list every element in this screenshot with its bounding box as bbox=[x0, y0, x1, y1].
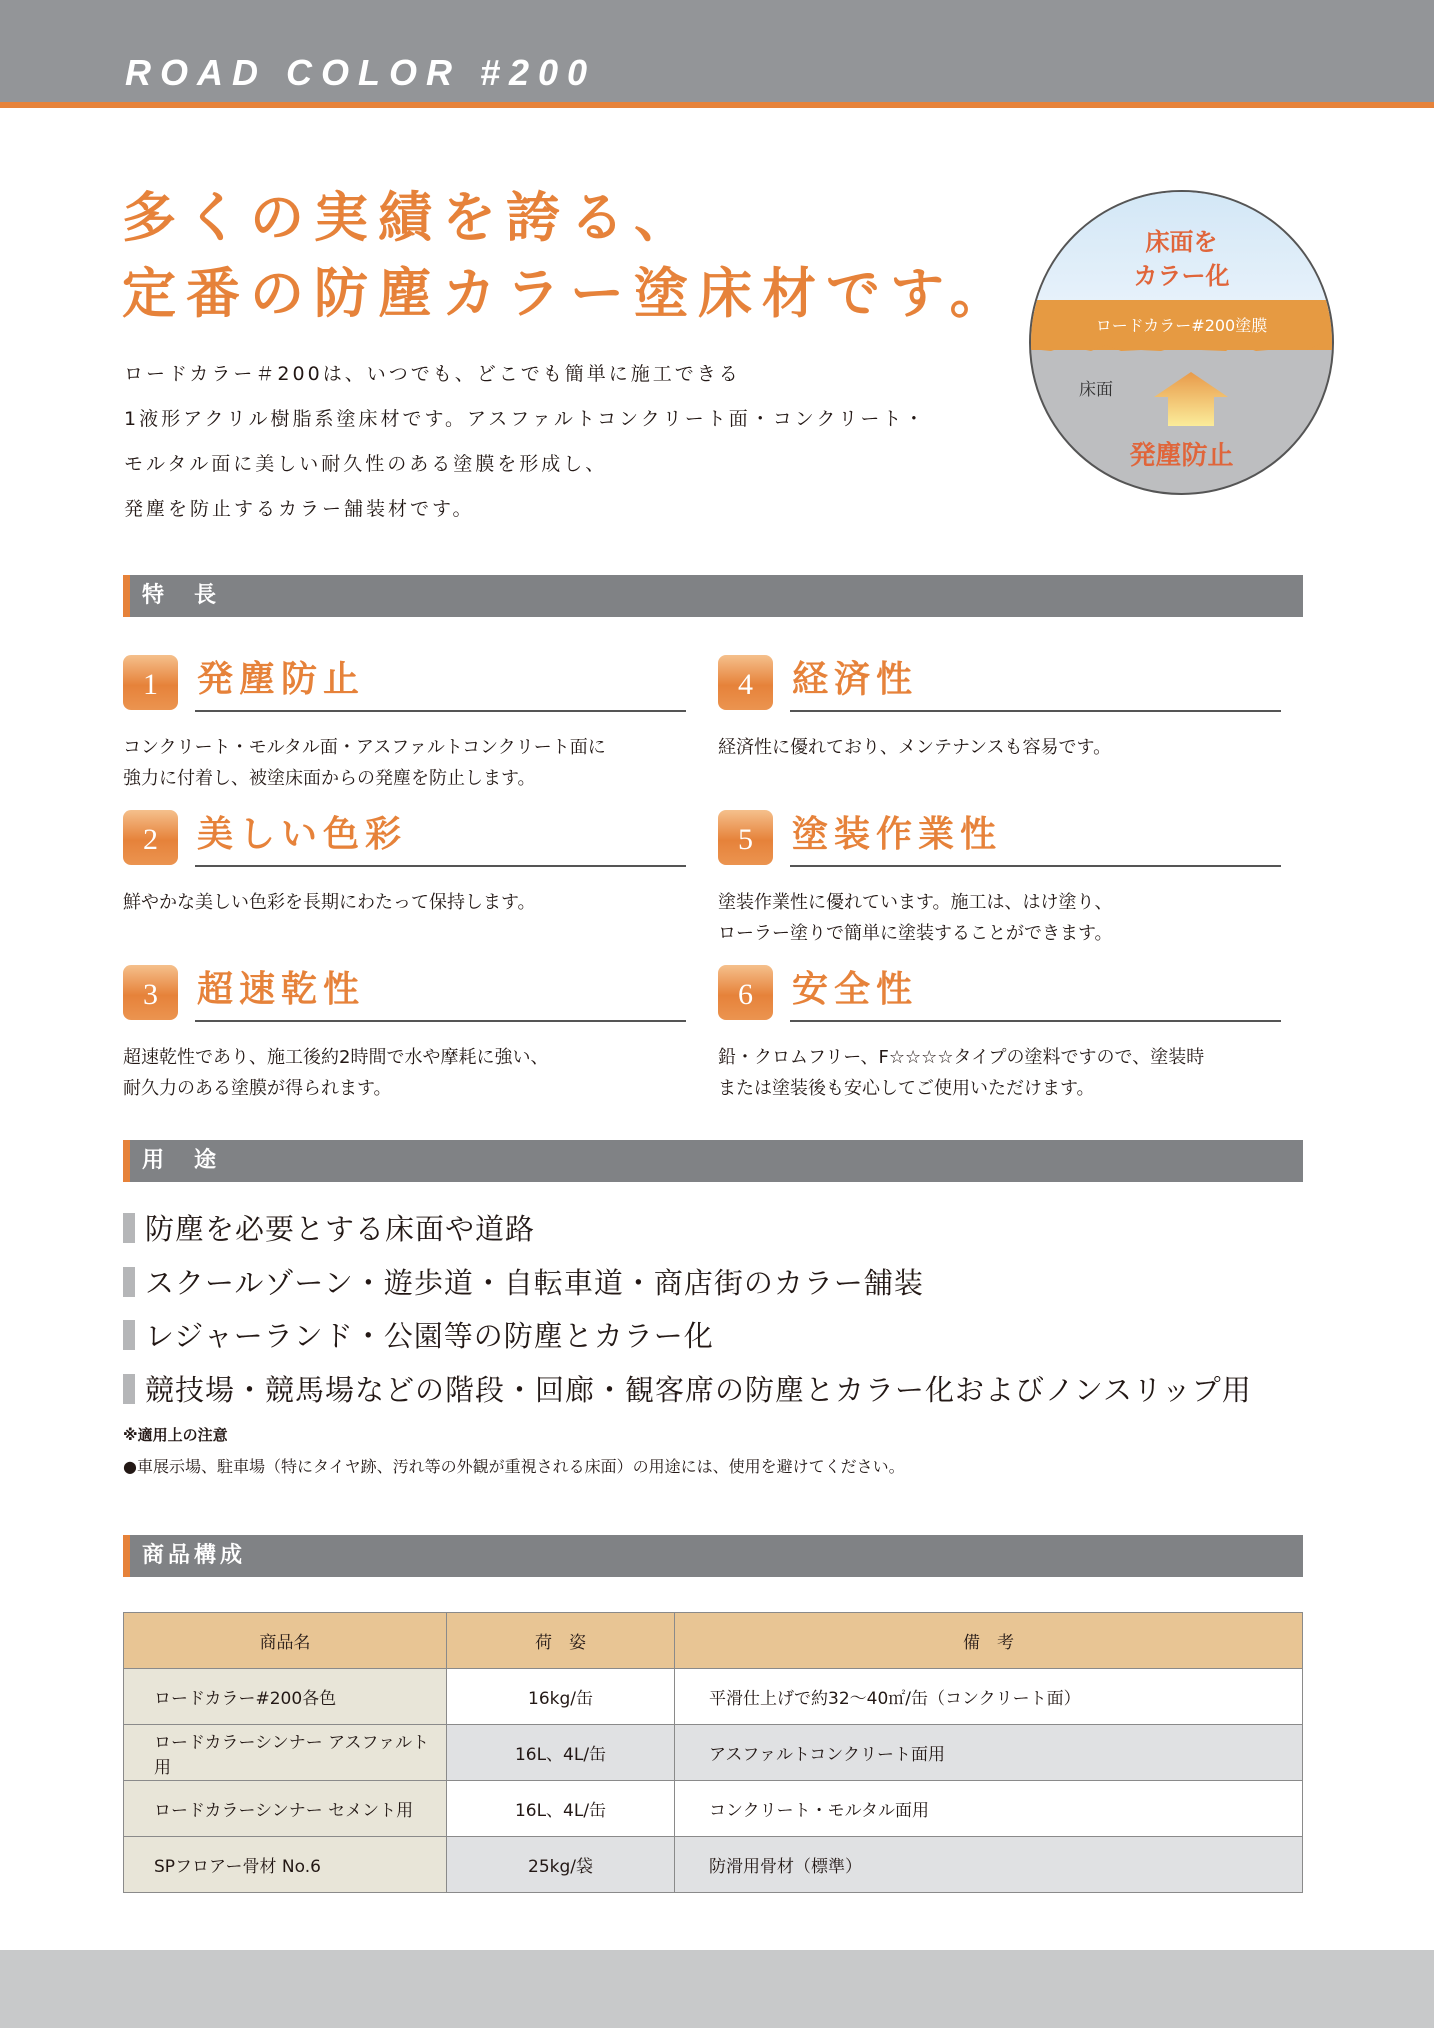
notes-title: ※適用上の注意 bbox=[123, 1426, 228, 1444]
intro-line: 1液形アクリル樹脂系塗床材です。アスファルトコンクリート面・コンクリート・ bbox=[124, 408, 927, 430]
feature-desc bbox=[123, 732, 606, 794]
cell-name: SPフロアー骨材 No.6 bbox=[124, 1837, 447, 1893]
cell-package: 25kg/袋 bbox=[447, 1837, 675, 1893]
column-header: 荷 姿 bbox=[447, 1613, 675, 1669]
cell-package: 16L、4L/缶 bbox=[447, 1781, 675, 1837]
table-row bbox=[124, 1725, 1303, 1781]
desc-line: 塗装作業性に優れています。施工は、はけ塗り、 bbox=[718, 892, 1113, 913]
desc-line: コンクリート・モルタル面・アスファルトコンクリート面に bbox=[123, 737, 606, 758]
feature-title: 安全性 bbox=[792, 969, 919, 1010]
intro-line: モルタル面に美しい耐久性のある塗膜を形成し、 bbox=[124, 453, 608, 475]
divider bbox=[195, 1020, 686, 1022]
headline-line: 定番の防塵カラー塗床材です。 bbox=[122, 262, 1014, 325]
cell-package: 16kg/缶 bbox=[447, 1669, 675, 1725]
feature-desc bbox=[718, 1042, 1204, 1104]
header-band bbox=[0, 0, 1434, 108]
desc-line: 鮮やかな美しい色彩を長期にわたって保持します。 bbox=[123, 892, 536, 913]
coating-diagram bbox=[1029, 190, 1334, 495]
footer-band bbox=[0, 1950, 1434, 2028]
arrow-up-icon bbox=[1154, 372, 1228, 426]
use-item: 競技場・競馬場などの階段・回廊・観客席の防塵とカラー化およびノンスリップ用 bbox=[123, 1368, 1252, 1409]
column-header: 商品名 bbox=[124, 1613, 447, 1669]
table-row bbox=[124, 1837, 1303, 1893]
section-products: 商品構成 bbox=[123, 1535, 1303, 1577]
cell-name: ロードカラーシンナー セメント用 bbox=[124, 1781, 447, 1837]
floor-label: 床面 bbox=[1079, 380, 1113, 400]
number-badge: 5 bbox=[718, 810, 773, 865]
feature-desc bbox=[718, 732, 1111, 763]
desc-line: 強力に付着し、被塗床面からの発塵を防止します。 bbox=[123, 768, 536, 789]
divider bbox=[790, 865, 1281, 867]
cell-remarks: 防滑用骨材（標準） bbox=[675, 1837, 1303, 1893]
table-row bbox=[124, 1669, 1303, 1725]
diagram-top-line: 床面を bbox=[1145, 228, 1218, 256]
feature-desc bbox=[718, 887, 1113, 949]
use-item: 防塵を必要とする床面や道路 bbox=[123, 1207, 535, 1248]
diagram-bottom-label: 発塵防止 bbox=[1129, 441, 1234, 471]
divider bbox=[790, 1020, 1281, 1022]
feature-title: 美しい色彩 bbox=[197, 814, 408, 855]
intro-text bbox=[124, 352, 926, 532]
diagram-top-label bbox=[1031, 225, 1332, 293]
diagram-top-line: カラー化 bbox=[1133, 262, 1230, 290]
feature-title: 経済性 bbox=[792, 659, 919, 700]
desc-line: 耐久力のある塗膜が得られます。 bbox=[123, 1078, 392, 1099]
number-badge: 1 bbox=[123, 655, 178, 710]
number-badge: 3 bbox=[123, 965, 178, 1020]
feature-desc bbox=[123, 1042, 548, 1104]
divider bbox=[790, 710, 1281, 712]
desc-line: 経済性に優れており、メンテナンスも容易です。 bbox=[718, 737, 1112, 758]
headline-line: 多くの実績を誇る、 bbox=[122, 186, 698, 249]
intro-line: ロードカラー＃200は、いつでも、どこでも簡単に施工できる bbox=[124, 363, 741, 385]
desc-line: 超速乾性であり、施工後約2時間で水や摩耗に強い、 bbox=[123, 1047, 549, 1068]
cell-name: ロードカラーシンナー アスファルト用 bbox=[124, 1725, 447, 1781]
table-header bbox=[124, 1613, 1303, 1669]
desc-line: または塗装後も安心してご使用いただけます。 bbox=[718, 1078, 1095, 1099]
table-row bbox=[124, 1781, 1303, 1837]
cell-remarks: アスファルトコンクリート面用 bbox=[675, 1725, 1303, 1781]
divider bbox=[195, 710, 686, 712]
column-header: 備 考 bbox=[675, 1613, 1303, 1669]
number-badge: 4 bbox=[718, 655, 773, 710]
feature-desc bbox=[123, 887, 536, 918]
rough-edge bbox=[1031, 342, 1334, 362]
use-item: スクールゾーン・遊歩道・自転車道・商店街のカラー舗装 bbox=[123, 1261, 924, 1302]
desc-line: 鉛・クロムフリー、F☆☆☆☆タイプの塗料ですので、塗装時 bbox=[718, 1047, 1205, 1068]
cell-package: 16L、4L/缶 bbox=[447, 1725, 675, 1781]
use-item: レジャーランド・公園等の防塵とカラー化 bbox=[123, 1314, 714, 1355]
number-badge: 2 bbox=[123, 810, 178, 865]
feature-title: 超速乾性 bbox=[197, 969, 366, 1010]
section-features: 特 長 bbox=[123, 575, 1303, 617]
product-table bbox=[123, 1612, 1303, 1893]
number-badge: 6 bbox=[718, 965, 773, 1020]
notes-body: ●車展示場、駐車場（特にタイヤ跡、汚れ等の外観が重視される床面）の用途には、使用を避けてください。 bbox=[123, 1457, 905, 1476]
intro-line: 発塵を防止するカラー舗装材です。 bbox=[124, 498, 475, 520]
divider bbox=[195, 865, 686, 867]
feature-title: 塗装作業性 bbox=[792, 814, 1003, 855]
film-label: ロードカラー#200塗膜 bbox=[1095, 316, 1268, 335]
cell-remarks: 平滑仕上げで約32～40㎡/缶（コンクリート面） bbox=[675, 1669, 1303, 1725]
cell-name: ロードカラー#200各色 bbox=[124, 1669, 447, 1725]
brand-title: ROAD COLOR #200 bbox=[125, 52, 597, 93]
cell-remarks: コンクリート・モルタル面用 bbox=[675, 1781, 1303, 1837]
headline bbox=[122, 180, 1014, 332]
desc-line: ローラー塗りで簡単に塗装することができます。 bbox=[718, 923, 1113, 944]
section-uses: 用 途 bbox=[123, 1140, 1303, 1182]
feature-title: 発塵防止 bbox=[197, 659, 366, 700]
